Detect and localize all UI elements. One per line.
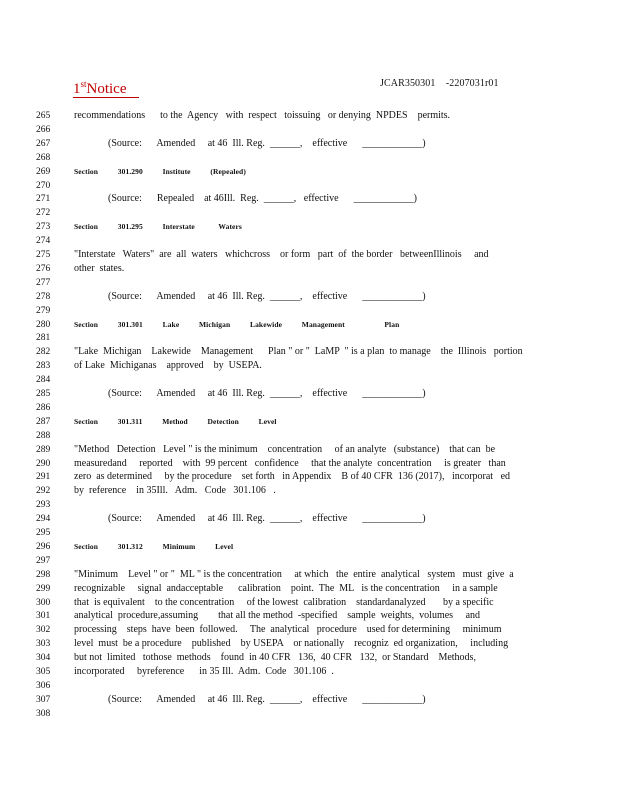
document-line [0, 192, 618, 206]
body-text: recognizable signal andacceptable calibration point. The ML is the concentration in a sample [74, 582, 498, 594]
line-number: 283 [36, 361, 51, 372]
line-number: 287 [36, 416, 51, 427]
document-line [0, 415, 618, 429]
document-line [0, 304, 618, 318]
line-number: 272 [36, 208, 51, 219]
line-number: 266 [36, 124, 51, 135]
line-number: 286 [36, 402, 51, 413]
document-line [0, 387, 618, 401]
line-number: 304 [36, 653, 51, 664]
document-line [0, 262, 618, 276]
line-number: 280 [36, 319, 51, 330]
document-line [0, 693, 618, 707]
document-line [0, 109, 618, 123]
line-number: 289 [36, 444, 51, 455]
line-number: 276 [36, 263, 51, 274]
section-heading: Section 301.301 Lake Michigan Lakewide Management Plan [74, 319, 400, 329]
line-number: 291 [36, 472, 51, 483]
document-line [0, 568, 618, 582]
section-heading: Section 301.312 Minimum Level [74, 541, 234, 551]
document-line [0, 359, 618, 373]
document-line [0, 179, 618, 193]
document-line [0, 373, 618, 387]
line-number: 294 [36, 514, 51, 525]
source-note: (Source: Repealed at 46Ill. Reg. ______, effective ____________) [108, 193, 417, 205]
line-number: 297 [36, 555, 51, 566]
line-number: 279 [36, 305, 51, 316]
line-number: 275 [36, 250, 51, 260]
body-text: measuredand reported with 99 percent confidence that the analyte concentration is greater than [74, 457, 506, 469]
notice-label [73, 76, 139, 98]
line-number: 301 [36, 611, 51, 622]
notice-number: 1 [73, 81, 81, 97]
line-number: 303 [36, 639, 51, 650]
section-heading: Section 301.290 Institute (Repealed) [74, 166, 246, 176]
line-number: 277 [36, 277, 51, 288]
line-number: 305 [36, 667, 51, 677]
document-line [0, 429, 618, 443]
body-text: incorporated byreference in 35 Ill. Adm. Code 301.106 . [74, 666, 334, 677]
document-line [0, 248, 618, 262]
line-number: 268 [36, 152, 51, 163]
line-number: 298 [36, 569, 51, 580]
document-line [0, 206, 618, 220]
page-header [0, 76, 618, 96]
line-number: 302 [36, 625, 51, 636]
body-text: other states. [74, 262, 125, 274]
line-number: 284 [36, 375, 51, 386]
source-note: (Source: Amended at 46 Ill. Reg. ______, effective ____________) [108, 388, 426, 399]
document-line [0, 331, 618, 345]
document-line [0, 512, 618, 526]
document-line [0, 609, 618, 623]
line-number: 306 [36, 680, 51, 691]
line-number: 282 [36, 347, 51, 358]
source-note: (Source: Amended at 46 Ill. Reg. ______, effective ____________) [108, 513, 426, 525]
document-line [0, 596, 618, 610]
line-number: 269 [36, 166, 51, 177]
document-id: JCAR350301 -2207031r01 [380, 78, 499, 89]
line-number: 308 [36, 708, 51, 719]
document-line [0, 443, 618, 457]
line-number: 281 [36, 333, 51, 344]
line-number: 290 [36, 458, 51, 469]
notice-word: Notice [86, 81, 127, 97]
section-heading: Section 301.295 Interstate Waters [74, 222, 242, 232]
body-text: "Method Detection Level " is the minimum concentration of an analyte (substance) that can be [74, 443, 496, 455]
line-number: 293 [36, 500, 51, 511]
body-text: but not limited tothose methods found in 40 CFR 136, 40 CFR 132, or Standard Methods, [74, 652, 476, 664]
document-line [0, 318, 618, 332]
document-line [0, 707, 618, 721]
document-line [0, 220, 618, 234]
line-number: 265 [36, 111, 51, 121]
body-text: by reference in 35Ill. Adm. Code 301.106 . [74, 485, 276, 497]
document-line [0, 637, 618, 651]
body-text: zero as determined by the procedure set forth in Appendix B of 40 CFR 136 (2017), incorporat ed [74, 471, 511, 483]
document-line [0, 276, 618, 290]
line-number: 300 [36, 597, 51, 608]
notice-suffix: st [80, 79, 87, 89]
document-line [0, 679, 618, 693]
line-number: 274 [36, 236, 51, 247]
document-line [0, 498, 618, 512]
line-number: 299 [36, 583, 51, 594]
document-line [0, 554, 618, 568]
body-text: of Lake Michiganas approved by USEPA. [74, 360, 262, 372]
line-number: 270 [36, 180, 51, 191]
document-line [0, 470, 618, 484]
document-line [0, 345, 618, 359]
line-number: 285 [36, 389, 51, 399]
source-note: (Source: Amended at 46 Ill. Reg. ______, effective ____________) [108, 137, 426, 149]
document-line [0, 484, 618, 498]
line-number: 267 [36, 138, 51, 149]
body-text: recommendations to the Agency with respect toissuing or denying NPDES permits. [74, 110, 451, 121]
document-line [0, 234, 618, 248]
line-number: 271 [36, 194, 51, 205]
document-line [0, 123, 618, 137]
line-number: 273 [36, 222, 51, 233]
document-line [0, 401, 618, 415]
body-text: "Interstate Waters" are all waters whichcross or form part of the border betweenIllinois and [74, 249, 489, 260]
line-number: 295 [36, 528, 51, 538]
document-line [0, 137, 618, 151]
line-number: 307 [36, 694, 51, 705]
body-text: that is equivalent to the concentration of the lowest calibration standardanalyzed by a specific [74, 596, 494, 608]
body-text: "Minimum Level " or " ML " is the concentration at which the entire analytical system must give a [74, 568, 514, 580]
line-number: 292 [36, 486, 51, 497]
document-line [0, 151, 618, 165]
document-line [0, 457, 618, 471]
section-heading: Section 301.311 Method Detection Level [74, 416, 277, 426]
document-line [0, 665, 618, 679]
body-text: level must be a procedure published by USEPA or nationally recogniz ed organization, including [74, 638, 509, 650]
line-number: 296 [36, 541, 51, 552]
document-line [0, 165, 618, 179]
line-number: 278 [36, 291, 51, 302]
body-text: "Lake Michigan Lakewide Management Plan " or " LaMP " is a plan to manage the Illinois portion [74, 346, 523, 358]
document-line [0, 526, 618, 540]
document-line [0, 582, 618, 596]
document-line [0, 540, 618, 554]
document-line [0, 623, 618, 637]
body-text: analytical procedure,assuming that all the method -specified sample weights, volumes and [74, 610, 481, 622]
document-line [0, 651, 618, 665]
body-text: processing steps have been followed. The analytical procedure used for determining minimum [74, 624, 502, 636]
line-number: 288 [36, 430, 51, 441]
document-line [0, 290, 618, 304]
source-note: (Source: Amended at 46 Ill. Reg. ______, effective ____________) [108, 290, 426, 302]
source-note: (Source: Amended at 46 Ill. Reg. ______, effective ____________) [108, 693, 426, 705]
